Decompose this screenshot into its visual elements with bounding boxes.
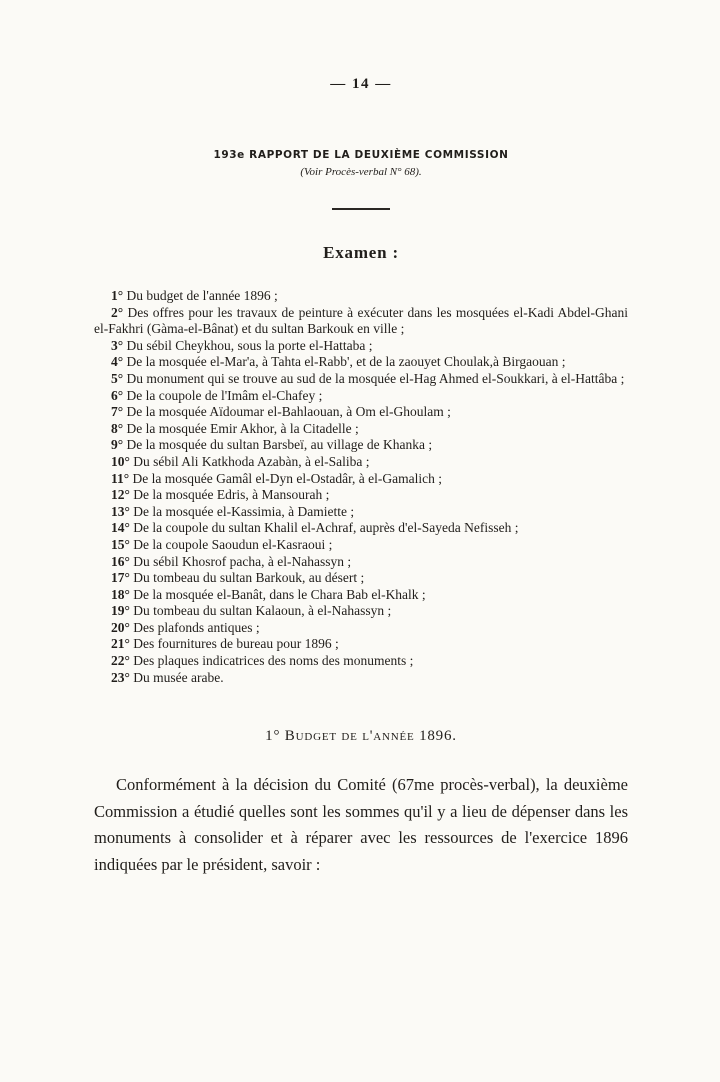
report-title: 193e RAPPORT DE LA DEUXIÈME COMMISSION: [213, 149, 509, 161]
examen-list: [94, 288, 628, 686]
item-number: 21°: [111, 636, 130, 652]
item-text: De la coupole de l'Imâm el-Chafey ;: [126, 387, 323, 403]
item-number: 23°: [111, 669, 130, 685]
list-item: [94, 338, 628, 355]
item-number: 7°: [111, 404, 124, 420]
body-paragraph: Conformément à la décision du Comité (67me procès-verbal), la deuxième Commission a étudié quelles sont les sommes qu'il y a lieu de dépenser dans les monuments à consolider et à réparer avec les ressources de l'exercice 1896 indiquées par le président, savoir :: [94, 775, 628, 874]
item-text: Du musée arabe.: [133, 669, 224, 685]
list-item: [94, 537, 628, 554]
list-item: [94, 371, 628, 388]
list-item: [94, 388, 628, 405]
item-text: De la mosquée du sultan Barsbeï, au village de Khanka ;: [126, 437, 433, 453]
list-item: [94, 471, 628, 488]
item-number: 9°: [111, 437, 124, 453]
item-number: 12°: [111, 487, 130, 503]
item-number: 11°: [111, 470, 130, 486]
item-text: De la mosquée Aïdoumar el-Bahlaouan, à Om el-Ghoulam ;: [126, 404, 451, 420]
item-text: De la mosquée el-Kassimia, à Damiette ;: [133, 503, 355, 519]
item-text: Du monument qui se trouve au sud de la mosquée el-Hag Ahmed el-Soukkari, à el-Hattâba ;: [126, 370, 625, 386]
item-number: 8°: [111, 420, 124, 436]
list-item: [94, 603, 628, 620]
item-text: De la mosquée Emir Akhor, à la Citadelle ;: [126, 420, 359, 436]
item-text: De la mosquée el-Banât, dans le Chara Bab el-Khalk ;: [133, 586, 426, 602]
list-item: [94, 454, 628, 471]
item-number: 20°: [111, 619, 130, 635]
item-number: 16°: [111, 553, 130, 569]
separator-rule: [332, 208, 390, 210]
list-item: [94, 653, 628, 670]
list-item: [94, 305, 628, 338]
item-number: 19°: [111, 603, 130, 619]
item-number: 17°: [111, 570, 130, 586]
list-item: [94, 520, 628, 537]
list-item: [94, 620, 628, 637]
item-text: De la coupole du sultan Khalil el-Achraf, auprès d'el-Sayeda Nefisseh ;: [133, 520, 519, 536]
item-number: 3°: [111, 337, 124, 353]
item-text: Du sébil Ali Katkhoda Azabàn, à el-Saliba ;: [133, 453, 370, 469]
item-text: De la mosquée Edris, à Mansourah ;: [133, 487, 330, 503]
item-text: Des plafonds antiques ;: [133, 619, 260, 635]
item-text: Du tombeau du sultan Kalaoun, à el-Nahassyn ;: [133, 603, 392, 619]
list-item: [94, 437, 628, 454]
item-text: Du budget de l'année 1896 ;: [126, 288, 278, 303]
examen-heading: Examen :: [323, 243, 399, 262]
item-number: 10°: [111, 453, 130, 469]
item-number: 13°: [111, 503, 130, 519]
list-item: [94, 554, 628, 571]
list-item: [94, 504, 628, 521]
item-number: 4°: [111, 354, 124, 370]
item-text: De la coupole Saoudun el-Kasraoui ;: [133, 536, 333, 552]
report-subtitle: (Voir Procès-verbal N° 68).: [300, 166, 422, 178]
list-item: [94, 636, 628, 653]
item-text: De la mosquée el-Mar'a, à Tahta el-Rabb', et de la zaouyet Choulak,à Birgaouan ;: [126, 354, 566, 370]
item-text: Du sébil Cheykhou, sous la porte el-Hattaba ;: [126, 337, 373, 353]
list-item: [94, 288, 628, 305]
item-number: 6°: [111, 387, 124, 403]
item-number: 15°: [111, 536, 130, 552]
item-text: Du tombeau du sultan Barkouk, au désert ;: [133, 570, 365, 586]
item-text: Des fournitures de bureau pour 1896 ;: [133, 636, 339, 652]
item-text: De la mosquée Gamâl el-Dyn el-Ostadâr, à el-Gamalich ;: [132, 470, 442, 486]
list-item: [94, 487, 628, 504]
item-text: Du sébil Khosrof pacha, à el-Nahassyn ;: [133, 553, 352, 569]
list-item: [94, 404, 628, 421]
item-text: Des plaques indicatrices des noms des monuments ;: [133, 653, 414, 669]
list-item: [94, 670, 628, 687]
item-number: 18°: [111, 586, 130, 602]
list-item: [94, 421, 628, 438]
item-number: 2°: [111, 304, 124, 320]
item-number: 14°: [111, 520, 130, 536]
item-number: 1°: [111, 288, 124, 303]
section-heading: 1° Budget de l'année 1896.: [265, 728, 457, 745]
item-text: Des offres pour les travaux de peinture à exécuter dans les mosquées el-Kadi Abdel-Ghani el-Fakhri (Gàma-el-Bânat) et du sultan Barkouk en ville ;: [94, 304, 628, 337]
list-item: [94, 587, 628, 604]
item-number: 22°: [111, 653, 130, 669]
page-number: — 14 —: [330, 76, 392, 92]
item-number: 5°: [111, 370, 124, 386]
list-item: [94, 354, 628, 371]
list-item: [94, 570, 628, 587]
